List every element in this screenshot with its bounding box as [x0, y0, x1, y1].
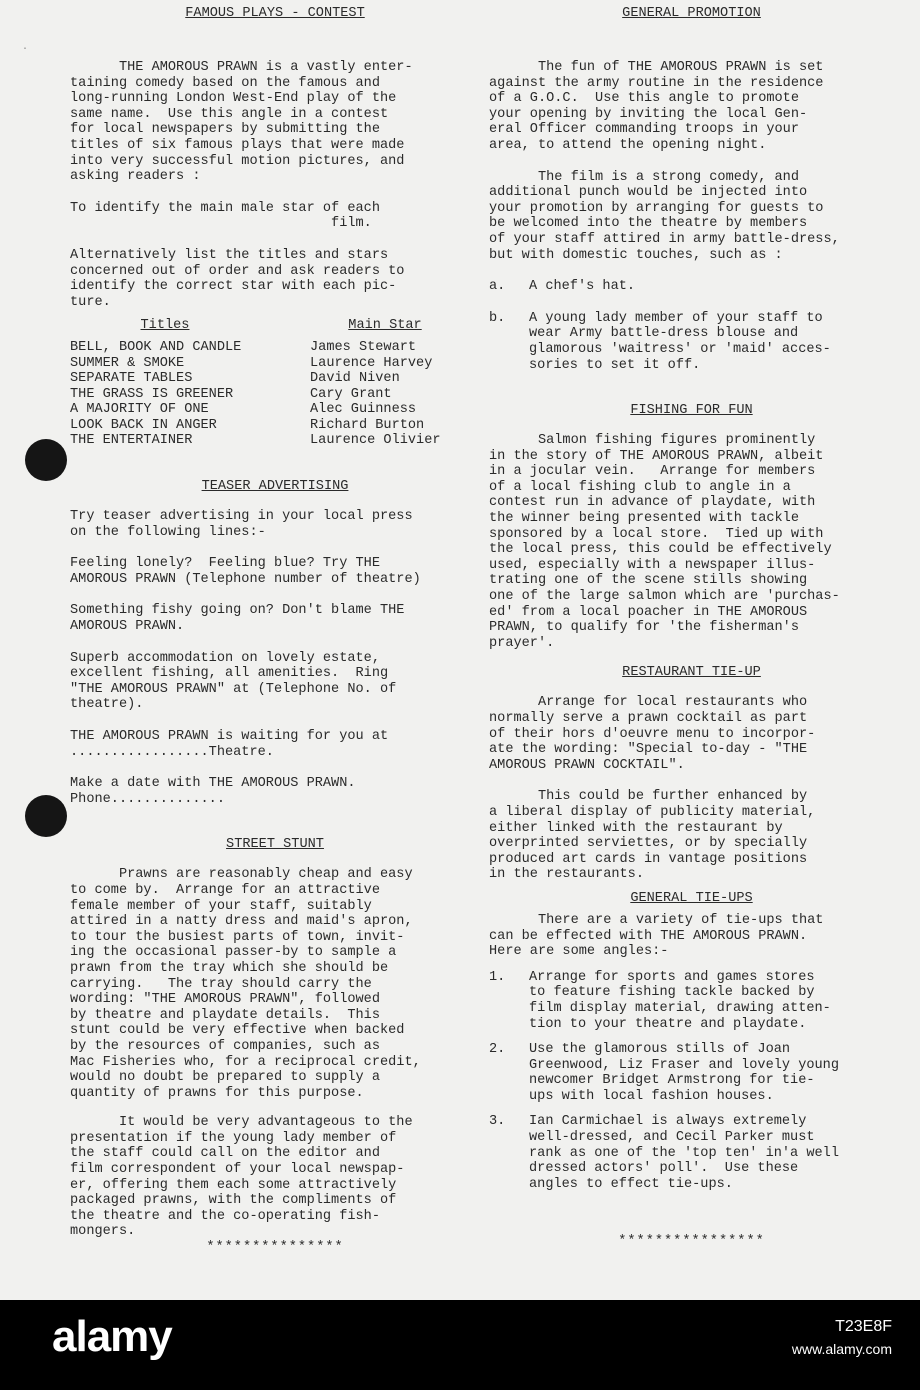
image-id-block — [792, 1316, 892, 1360]
item-text: A chef's hat. — [529, 279, 636, 295]
item-number: 2. — [489, 1042, 506, 1058]
table-row — [70, 418, 480, 434]
play-title: SUMMER & SMOKE — [70, 355, 185, 371]
contest-alternative: Alternatively list the titles and stars concerned out of order and ask readers to identify the correct star with each pic- ture. — [70, 247, 405, 310]
punch-hole-bottom — [25, 795, 67, 837]
play-star: Cary Grant — [310, 386, 392, 402]
right-stars-divider: **************** — [618, 1234, 765, 1250]
titles-header: Titles — [140, 318, 190, 334]
teaser-intro: Try teaser advertising in your local press on the following lines:- — [70, 509, 413, 540]
list-item — [489, 1042, 894, 1104]
restaurant-paragraph-2: This could be further enhanced by a liberal display of publicity material, either linked with the restaurant by overprinted serviettes, or by specially produced art cards in vantage positions in the restaurants. — [489, 789, 816, 883]
teaser-line-waiting: THE AMOROUS PRAWN is waiting for you at .................Theatre. — [70, 729, 389, 760]
teaser-heading: TEASER ADVERTISING — [201, 479, 349, 495]
play-star: James Stewart — [310, 339, 417, 355]
contest-intro: THE AMOROUS PRAWN is a vastly enter- taining comedy based on the famous and long-running London West-End play of the same name. Use this angle in a contest for local newspapers by submitting the titles of six famous plays that were made into very successful motion pictures, and asking readers : — [70, 60, 413, 185]
site-url: www.alamy.com — [791, 1341, 892, 1357]
right-column — [489, 6, 894, 1250]
list-item — [489, 970, 894, 1032]
teaser-line-lonely: Feeling lonely? Feeling blue? Try THE AMOROUS PRAWN (Telephone number of theatre) — [70, 556, 421, 587]
plays-table-header — [70, 318, 480, 334]
restaurant-paragraph-1: Arrange for local restaurants who normally serve a prawn cocktail as part of their hors d'oeuvre menu to incorpor- ate the wording: "Special to-day - "THE AMOROUS PRAWN COCKTAIL". — [489, 695, 816, 773]
play-star: Richard Burton — [310, 417, 425, 433]
restaurant-heading: RESTAURANT TIE-UP — [622, 665, 761, 681]
item-text: Arrange for sports and games stores to feature fishing tackle backed by film display material, drawing atten- tion to your theatre and playdate. — [529, 969, 831, 1032]
promotion-paragraph-2: The film is a strong comedy, and additional punch would be injected into your promotion by arranging for guests to be welcomed into the theatre by members of your staff attired in army battle-dress, but with domestic touches, such as : — [489, 169, 840, 263]
table-row — [70, 371, 480, 387]
teaser-line-date: Make a date with THE AMOROUS PRAWN. Phone.............. — [70, 776, 356, 807]
play-star: Alec Guinness — [310, 402, 417, 418]
item-number: 1. — [489, 969, 506, 985]
alamy-logo: alamy — [52, 1312, 172, 1361]
play-title: A MAJORITY OF ONE — [70, 402, 209, 418]
promotion-heading: GENERAL PROMOTION — [622, 6, 761, 21]
play-star: Laurence Harvey — [310, 355, 433, 371]
tieups-heading: GENERAL TIE-UPS — [630, 890, 753, 906]
table-row — [70, 356, 480, 372]
play-star: Laurence Olivier — [310, 433, 441, 449]
stunt-paragraph-1: Prawns are reasonably cheap and easy to come by. Arrange for an attractive female member of your staff, suitably attired in a natty dress and maid's apron, to tour the busiest parts of town, invit- ing the occasional passer-by to sample a prawn from the tray which she should be carrying. The tray should carry the wording: "THE AMOROUS PRAWN", followed by theatre and playdate details. This stunt could be very effective when backed by the resources of companies, such as Mac Fisheries who, for a reciprocal credit, would no doubt be prepared to supply a quantity of prawns for this purpose. — [70, 867, 421, 1101]
table-row — [70, 387, 480, 403]
promotion-item-b — [489, 311, 894, 373]
play-star: David Niven — [310, 371, 400, 387]
left-stars-divider: *************** — [206, 1240, 344, 1256]
item-text: Ian Carmichael is always extremely well-dressed, and Cecil Parker must rank as one of the 'top ten' in'a well dressed actors' poll'. Use these angles to effect tie-ups. — [529, 1114, 839, 1192]
teaser-line-accommodation: Superb accommodation on lovely estate, excellent fishing, all amenities. Ring "THE AMOROUS PRAWN" at (Telephone No. of theatre). — [70, 650, 397, 713]
promotion-paragraph-1: The fun of THE AMOROUS PRAWN is set against the army routine in the residence of a G.O.C. Use this angle to promote your opening by inviting the local Gen- eral Officer commanding troops in your area, to attend the opening night. — [489, 60, 824, 153]
image-id: T23E8F — [835, 1318, 892, 1335]
punch-hole-top — [25, 439, 67, 481]
play-title: SEPARATE TABLES — [70, 371, 193, 387]
fishing-heading: FISHING FOR FUN — [630, 403, 753, 419]
main-star-header: Main Star — [348, 318, 422, 334]
table-row — [70, 340, 480, 356]
stunt-paragraph-2: It would be very advantageous to the presentation if the young lady member of the staff could call on the editor and film correspondent of your local newspap- er, offering them each some attractively packaged prawns, with the compliments of the theatre and the co-operating fish- mongers. — [70, 1115, 413, 1240]
item-text: A young lady member of your staff to wear Army battle-dress blouse and glamorous 'waitress' or 'maid' acces- sories to set it off. — [529, 310, 831, 373]
play-title: LOOK BACK IN ANGER — [70, 417, 217, 433]
contest-identify: To identify the main male star of each film. — [70, 200, 380, 232]
play-title: THE ENTERTAINER — [70, 433, 193, 449]
teaser-line-fishy: Something fishy going on? Don't blame THE AMOROUS PRAWN. — [70, 603, 405, 635]
stunt-heading: STREET STUNT — [226, 837, 324, 853]
play-title: BELL, BOOK AND CANDLE — [70, 339, 242, 355]
item-label: b. — [489, 310, 506, 326]
list-item — [489, 1114, 894, 1192]
plays-table — [70, 318, 480, 449]
item-text: Use the glamorous stills of Joan Greenwood, Liz Fraser and lovely young newcomer Bridget Armstrong for tie- ups with local fashion houses. — [529, 1042, 839, 1104]
left-column — [70, 6, 480, 1256]
item-label: a. — [489, 279, 506, 295]
promotion-item-a — [489, 279, 894, 295]
tieups-intro: There are a variety of tie-ups that can be effected with THE AMOROUS PRAWN. Here are some angles:- — [489, 912, 824, 960]
table-row — [70, 433, 480, 449]
scan-speck: · — [22, 44, 29, 55]
table-row — [70, 402, 480, 418]
fishing-paragraph: Salmon fishing figures prominently in the story of THE AMOROUS PRAWN, albeit in a jocular vein. Arrange for members of a local fishing club to angle in a contest run in advance of playdate, with the winner being presented with tackle sponsored by a local store. Tied up with the local press, this could be effectively used, especially with a newspaper illus- trating one of the scene stills showing one of the large salmon which are 'purchas- ed' from a local poacher in THE AMOROUS PRAWN, to qualify for 'the fisherman's prayer'. — [489, 433, 840, 651]
play-title: THE GRASS IS GREENER — [70, 386, 234, 402]
contest-heading: FAMOUS PLAYS - CONTEST — [185, 6, 365, 21]
item-number: 3. — [489, 1114, 506, 1130]
